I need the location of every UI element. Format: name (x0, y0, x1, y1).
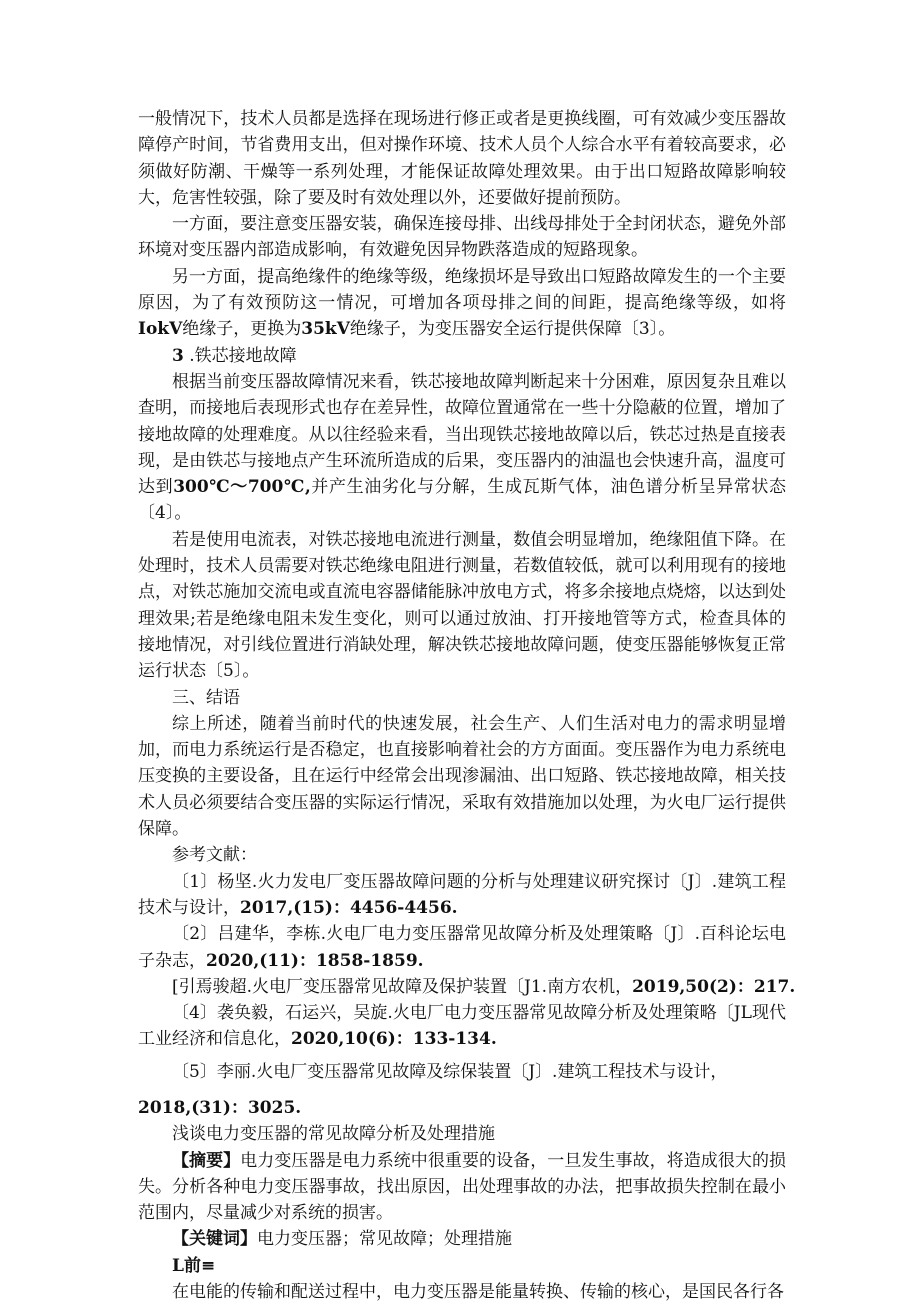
intro-heading: L前≡ (172, 1255, 216, 1276)
reference-pages: 2020,10(6)：133-134. (291, 1029, 497, 1050)
paragraph (138, 264, 786, 343)
keywords-label: 【关键词】 (172, 1229, 257, 1250)
reference-text: 〔5〕李丽.火电厂变压器常见故障及综保装置〔J〕.建筑工程技术与设计， (172, 1061, 728, 1082)
abstract (138, 1148, 786, 1227)
reference-item (138, 1000, 786, 1053)
bold-value: 35kV (301, 319, 350, 340)
document-page (138, 106, 796, 1305)
heading-text: .铁芯接地故障 (189, 345, 297, 366)
reference-item (138, 921, 786, 974)
reference-pages: 2019,50(2)：217. (632, 976, 796, 997)
reference-text: 〔1〕杨坚.火力发电厂变压器故障问题的分析与处理建议研究探讨〔J〕.建筑工程技术与设计， (138, 871, 786, 918)
keywords-text: 电力变压器；常见故障；处理措施 (257, 1229, 512, 1250)
bold-value: IokV (138, 319, 183, 340)
paragraph-text: 根据当前变压器故障情况来看，铁芯接地故障判断起来十分困难，原因复杂且难以查明，而接地后表现形式也存在差异性，故障位置通常在一些十分隐蔽的位置，增加了接地故障的处理难度。从以往经验来看，当出现铁芯接地故障以后，铁芯过热是直接表现，是由铁芯与接地点产生环流所造成的后果，变压器内的油温也会快速升高，温度可达到 (138, 371, 786, 498)
paragraph: 若是使用电流表，对铁芯接地电流进行测量，数值会明显增加，绝缘阻值下降。在处理时，技术人员需要对铁芯绝缘电阻进行测量，若数值较低，就可以利用现有的接地点，对铁芯施加交流电或直流电容器储能脉冲放电方式，将多余接地点烧熔，以达到处理效果;若是绝缘电阻未发生变化，则可以通过放油、打开接地管等方式，检查具体的接地情况，对引线位置进行消缺处理，解决铁芯接地故障问题，使变压器能够恢复正常运行状态〔5〕。 (138, 529, 786, 682)
bold-value: 300℃～700℃, (173, 477, 311, 498)
references-heading: 参考文献： (172, 845, 257, 866)
section-heading (138, 343, 786, 369)
article-title: 浅谈电力变压器的常见故障分析及处理措施 (172, 1124, 495, 1145)
keywords (138, 1226, 786, 1252)
paragraph-text: 绝缘子，为变压器安全运行提供保障〔3〕。 (349, 319, 676, 340)
reference-item (138, 869, 786, 922)
reference-pages: 2018,(31)：3025. (138, 1097, 302, 1118)
section-heading (138, 1253, 786, 1279)
reference-text: [引焉骏超.火电厂变压器常见故障及保护装置〔J1.南方农机， (172, 976, 633, 997)
abstract-text: 电力变压器是电力系统中很重要的设备，一旦发生事故，将造成很大的损失。分析各种电力变压器事故，找出原因，出处理事故的办法，把事故损失控制在最小范围内，尽量减少对系统的损害。 (138, 1150, 787, 1224)
paragraph-text: 并产生油劣化与分解，生成瓦斯气体，油色谱分析呈异常状态〔4〕。 (138, 477, 786, 524)
paragraph: 一般情况下，技术人员都是选择在现场进行修正或者是更换线圈，可有效减少变压器故障停产时间，节省费用支出，但对操作环境、技术人员个人综合水平有着较高要求，必须做好防潮、干燥等一系列处理，才能保证故障处理效果。由于出口短路故障影响较大，危害性较强，除了要及时有效处理以外，还要做好提前预防。 (138, 109, 786, 208)
heading-number: 3 (172, 345, 184, 366)
reference-pages: 2017,(15)：4456-4456. (240, 897, 458, 918)
paragraph: 一方面，要注意变压器安装，确保连接母排、出线母排处于全封闭状态，避免外部环境对变压器内部造成影响，有效避免因异物跌落造成的短路现象。 (138, 214, 786, 261)
paragraph-text: 绝缘子，更换为 (182, 319, 302, 340)
abstract-label: 【摘要】 (172, 1150, 241, 1171)
reference-text: 〔2〕吕建华，李栋.火电厂电力变压器常见故障分析及处理策略〔J〕.百科论坛电子杂志， (138, 924, 786, 971)
reference-item (138, 1059, 786, 1122)
reference-item (138, 974, 796, 1000)
section-heading: 三、结语 (172, 687, 240, 708)
reference-text: 〔4〕袭奂毅，石运兴，吴旋.火电厂电力变压器常见故障分析及处理策略〔JL现代工业经济和信息化， (138, 1003, 786, 1050)
paragraph: 综上所述，随着当前时代的快速发展，社会生产、人们生活对电力的需求明显增加，而电力系统运行是否稳定，也直接影响着社会的方方面面。变压器作为电力系统电压变换的主要设备，且在运行中经常会出现渗漏油、出口短路、铁芯接地故障，相关技术人员必须要结合变压器的实际运行情况，采取有效措施加以处理，为火电厂运行提供保障。 (138, 713, 786, 840)
paragraph (138, 369, 786, 527)
paragraph: 在电能的传输和配送过程中，电力变压器是能量转换、传输的核心，是国民各行各 (172, 1282, 784, 1303)
reference-pages: 2020,(11)：1858-1859. (206, 950, 424, 971)
paragraph-text: 另一方面，提高绝缘件的绝缘等级，绝缘损坏是导致出口短路故障发生的一个主要原因，为了有效预防这一情况，可增加各项母排之间的间距，提高绝缘等级，如将 (138, 266, 786, 314)
